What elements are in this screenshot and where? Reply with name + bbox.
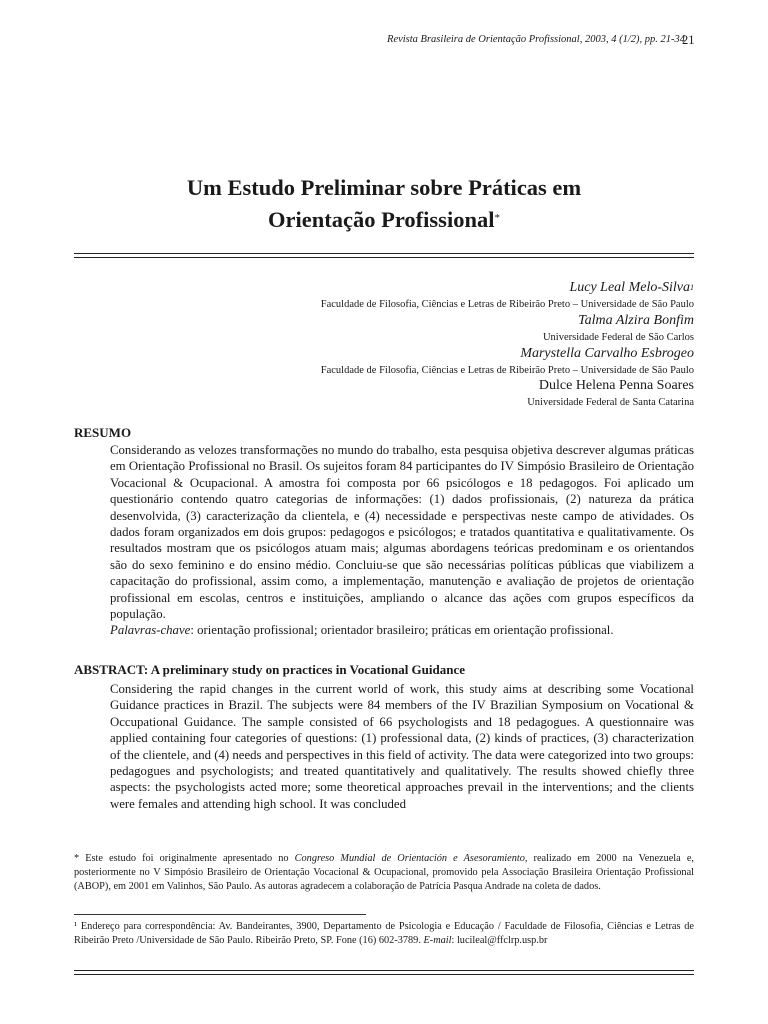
footnote-star-congress: Congreso Mundial de Orientación e Asesoramiento xyxy=(294,853,525,864)
footnote-1 xyxy=(74,920,694,948)
title-footnote-marker: * xyxy=(494,212,500,224)
resumo-heading: RESUMO xyxy=(74,425,132,440)
resumo-text: Considerando as velozes transformações no mundo do trabalho, esta pesquisa objetiva descrever algumas práticas em Orientação Profissional no Brasil. Os sujeitos foram 84 participantes do IV Simpósio Brasileiro de Orientação Vocacional & Ocupacional. A amostra foi composta por 66 psicólogos e 18 pedagogos. Foi aplicado um questionário contendo quatro categorias de informações: (1) dados profissionais, (2) natureza da prática desenvolvida, (3) caracterização da clientela, e (4) necessidade e perspectivas neste campo de atividades. Os dados foram organizados em dois grupos: pedagogos e psicólogos; e tratados quantitativa e qualitativamente. Os resultados mostram que os psicólogos atuam mais; algumas abordagens teóricas predominam e os orientandos são do sexo feminino e do ensino médio. Concluiu-se que são necessárias políticas públicas que viabilizem a capacitação do profissional, assim como, a implementação, manutenção e avaliação de projetos de orientação profissional em escolas, centros e instituições, ampliando o alcance das ações com grupos específicos da população. xyxy=(110,443,694,622)
footnote-1-a: ¹ Endereço para correspondência: Av. Bandeirantes, 3900, Departamento de Psicologia e Educação / Faculdade de Filosofia, Ciências e Letras de Ribeirão Preto /Universidade de São Paulo. Ribeirão Preto, SP. Fone (16) 602-3789. xyxy=(74,921,694,947)
author-3-affiliation: Faculdade de Filosofia, Ciências e Letras de Ribeirão Preto – Universidade de São Paulo xyxy=(320,365,694,376)
author-1-note: 1 xyxy=(690,283,694,292)
resumo-keywords xyxy=(110,622,694,638)
keywords-text: : orientação profissional; orientador brasileiro; práticas em orientação profissional. xyxy=(190,623,614,638)
author-2-name: Talma Alzira Bonfim xyxy=(578,313,694,328)
footnote-1-email: : lucileal@ffclrp.usp.br xyxy=(451,935,548,947)
title-rule-top xyxy=(74,253,694,254)
footnote-star xyxy=(74,852,694,895)
article-title xyxy=(74,172,694,236)
author-3-name: Marystella Carvalho Esbrogeo xyxy=(520,346,694,361)
abstract-body: Considering the rapid changes in the current world of work, this study aims at describing some Vocational Guidance practices in Brazil. The subjects were 84 members of the IV Brazilian Symposium on Vocational & Occupational Guidance. The sample consisted of 66 psychologists and 18 pedagogues. A questionnaire was applied containing four categories of questions: (1) professional data, (2) kinds of practices, (3) characterization of the clientele, and (4) needs and perspectives in this field of activity. The data were categorized into two groups: pedagogues and psychologists; and treated quantitatively and qualitatively. The results showed chiefly three aspects: the psychologists acted more; some theoretical approaches prevail in the interventions; and the clients were females and attending high school. It was concluded xyxy=(110,682,694,811)
title-line-2-text: Orientação Profissional xyxy=(268,207,495,232)
bottom-rule-top xyxy=(74,970,694,971)
author-4-affiliation: Universidade Federal de Santa Catarina xyxy=(527,397,694,408)
title-rule-bottom xyxy=(74,257,694,258)
footnote-1-email-label: E-mail xyxy=(423,935,452,947)
title-line-1: Um Estudo Preliminar sobre Práticas em xyxy=(186,175,582,200)
author-1-affiliation: Faculdade de Filosofia, Ciências e Letras de Ribeirão Preto – Universidade de São Paulo xyxy=(320,299,694,310)
bottom-rule-bottom xyxy=(74,974,694,975)
author-1-name xyxy=(569,280,694,296)
resumo-body xyxy=(110,442,694,639)
author-1-name-text: Lucy Leal Melo-Silva xyxy=(569,280,690,295)
author-4-name: Dulce Helena Penna Soares xyxy=(538,378,694,393)
footnote-separator xyxy=(74,914,366,915)
title-line-2 xyxy=(74,204,694,236)
running-head: Revista Brasileira de Orientação Profissional, 2003, 4 (1/2), pp. 21-34 xyxy=(387,34,685,45)
footnote-star-a: * Este estudo foi originalmente apresentado no xyxy=(74,853,295,864)
author-2-affiliation: Universidade Federal de São Carlos xyxy=(542,332,694,343)
abstract-heading: ABSTRACT: A preliminary study on practices in Vocational Guidance xyxy=(74,662,466,677)
footnote-star-c: , realizado em 2000 na Venezuela e, posteriormente no V Simpósio Brasileiro de Orientação Vocacional & Ocupacional, promovido pela Associação Brasileira Orientação Profissional (ABOP), em 2001 em Valinhos, São Paulo. As autoras agradecem a colaboração de Patrícia Pasqua Andrade na coleta de dados. xyxy=(74,853,695,893)
page-number: 21 xyxy=(682,33,695,47)
keywords-label: Palavras-chave xyxy=(110,623,191,638)
